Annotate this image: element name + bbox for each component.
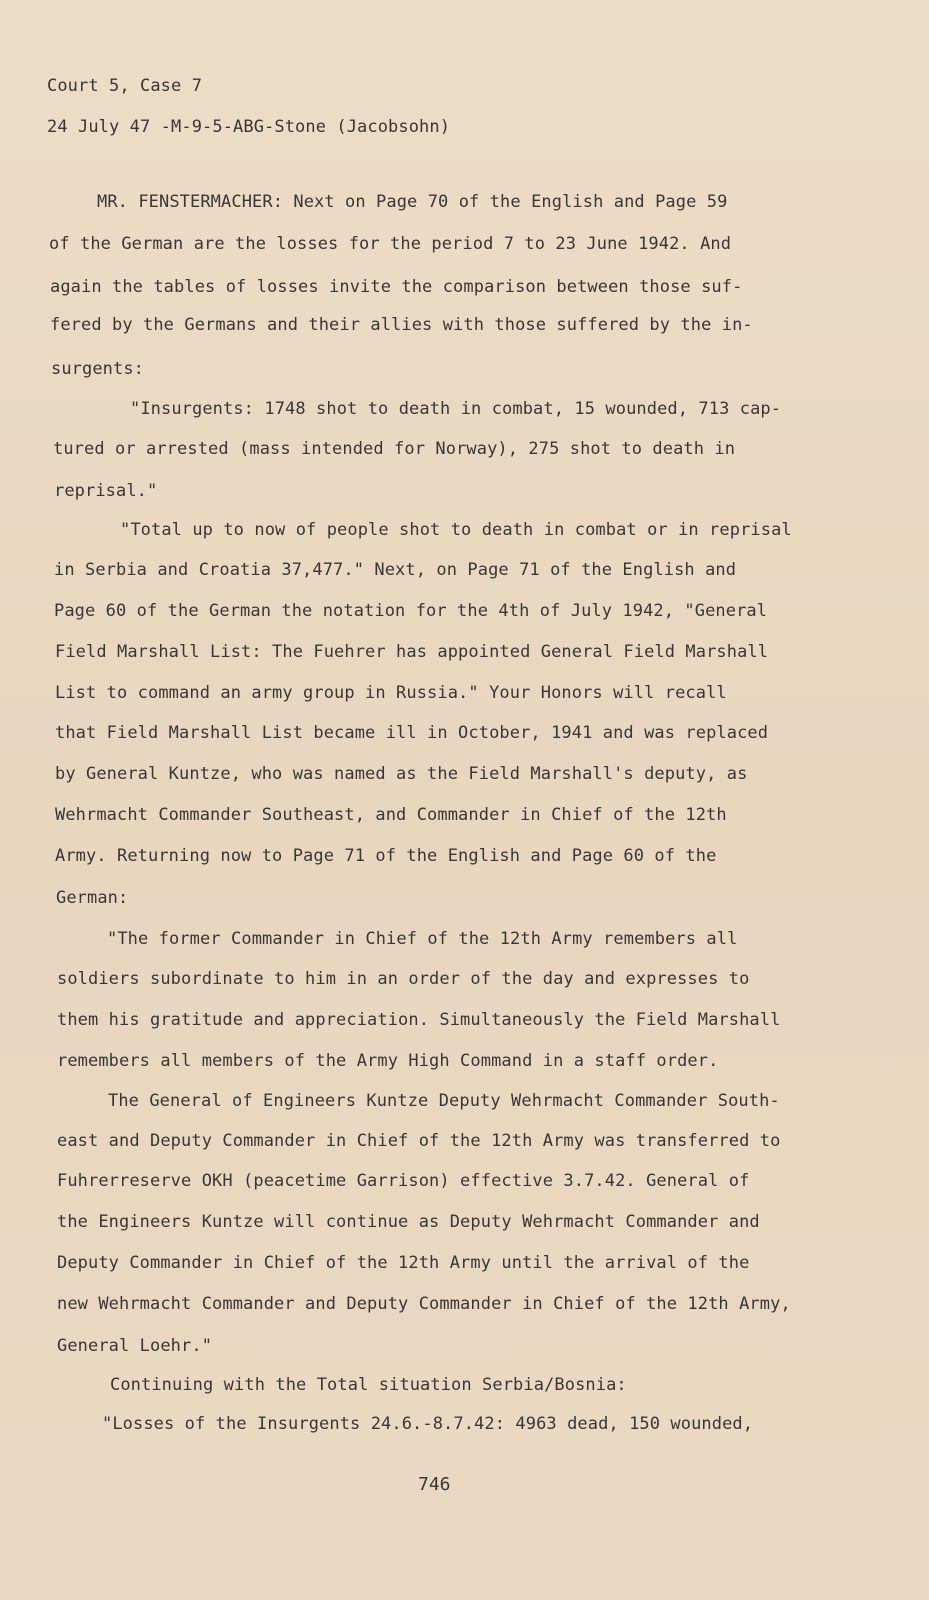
text-line: General Loehr." xyxy=(57,1336,213,1356)
text-line: Continuing with the Total situation Serbia/Bosnia: xyxy=(110,1375,627,1395)
text-line: The General of Engineers Kuntze Deputy Wehrmacht Commander South- xyxy=(108,1091,780,1111)
text-line: Fuhrerreserve OKH (peacetime Garrison) effective 3.7.42. General of xyxy=(57,1171,750,1191)
case-header: Court 5, Case 7 xyxy=(47,76,203,96)
text-line: remembers all members of the Army High Command in a staff order. xyxy=(57,1051,719,1071)
text-line: tured or arrested (mass intended for Norway), 275 shot to death in xyxy=(53,439,736,459)
text-line: fered by the Germans and their allies with those suffered by the in- xyxy=(50,315,753,335)
text-line: "Total up to now of people shot to death in combat or in reprisal xyxy=(120,520,792,540)
text-line: in Serbia and Croatia 37,477." Next, on Page 71 of the English and xyxy=(54,560,737,580)
text-line: again the tables of losses invite the comparison between those suf- xyxy=(50,277,743,297)
text-line: soldiers subordinate to him in an order of the day and expresses to xyxy=(57,969,750,989)
text-line: the Engineers Kuntze will continue as Deputy Wehrmacht Commander and xyxy=(57,1212,760,1232)
text-line: "Insurgents: 1748 shot to death in combat, 15 wounded, 713 cap- xyxy=(130,399,782,419)
text-line: reprisal." xyxy=(54,481,158,501)
text-line: "The former Commander in Chief of the 12th Army remembers all xyxy=(107,929,738,949)
text-line: surgents: xyxy=(51,359,145,379)
text-line: Page 60 of the German the notation for the 4th of July 1942, "General xyxy=(54,601,768,621)
text-line: Wehrmacht Commander Southeast, and Commander in Chief of the 12th xyxy=(55,805,727,825)
text-line: Army. Returning now to Page 71 of the English and Page 60 of the xyxy=(55,846,717,866)
text-line: "Losses of the Insurgents 24.6.-8.7.42: 4963 dead, 150 wounded, xyxy=(102,1414,754,1434)
text-line: German: xyxy=(56,888,129,908)
text-line: east and Deputy Commander in Chief of the 12th Army was transferred to xyxy=(57,1131,781,1151)
text-line: that Field Marshall List became ill in October, 1941 and was replaced xyxy=(55,723,769,743)
page-number: 746 xyxy=(418,1474,451,1495)
text-line: List to command an army group in Russia." Your Honors will recall xyxy=(55,683,727,703)
text-line: them his gratitude and appreciation. Simultaneously the Field Marshall xyxy=(57,1010,781,1030)
text-line: of the German are the losses for the period 7 to 23 June 1942. And xyxy=(49,234,732,254)
text-line: by General Kuntze, who was named as the Field Marshall's deputy, as xyxy=(55,764,748,784)
text-line: Field Marshall List: The Fuehrer has appointed General Field Marshall xyxy=(55,642,769,662)
text-line: new Wehrmacht Commander and Deputy Commander in Chief of the 12th Army, xyxy=(57,1294,791,1314)
session-header: 24 July 47 -M-9-5-ABG-Stone (Jacobsohn) xyxy=(47,117,451,137)
text-line: MR. FENSTERMACHER: Next on Page 70 of the English and Page 59 xyxy=(97,192,728,212)
text-line: Deputy Commander in Chief of the 12th Army until the arrival of the xyxy=(57,1253,750,1273)
